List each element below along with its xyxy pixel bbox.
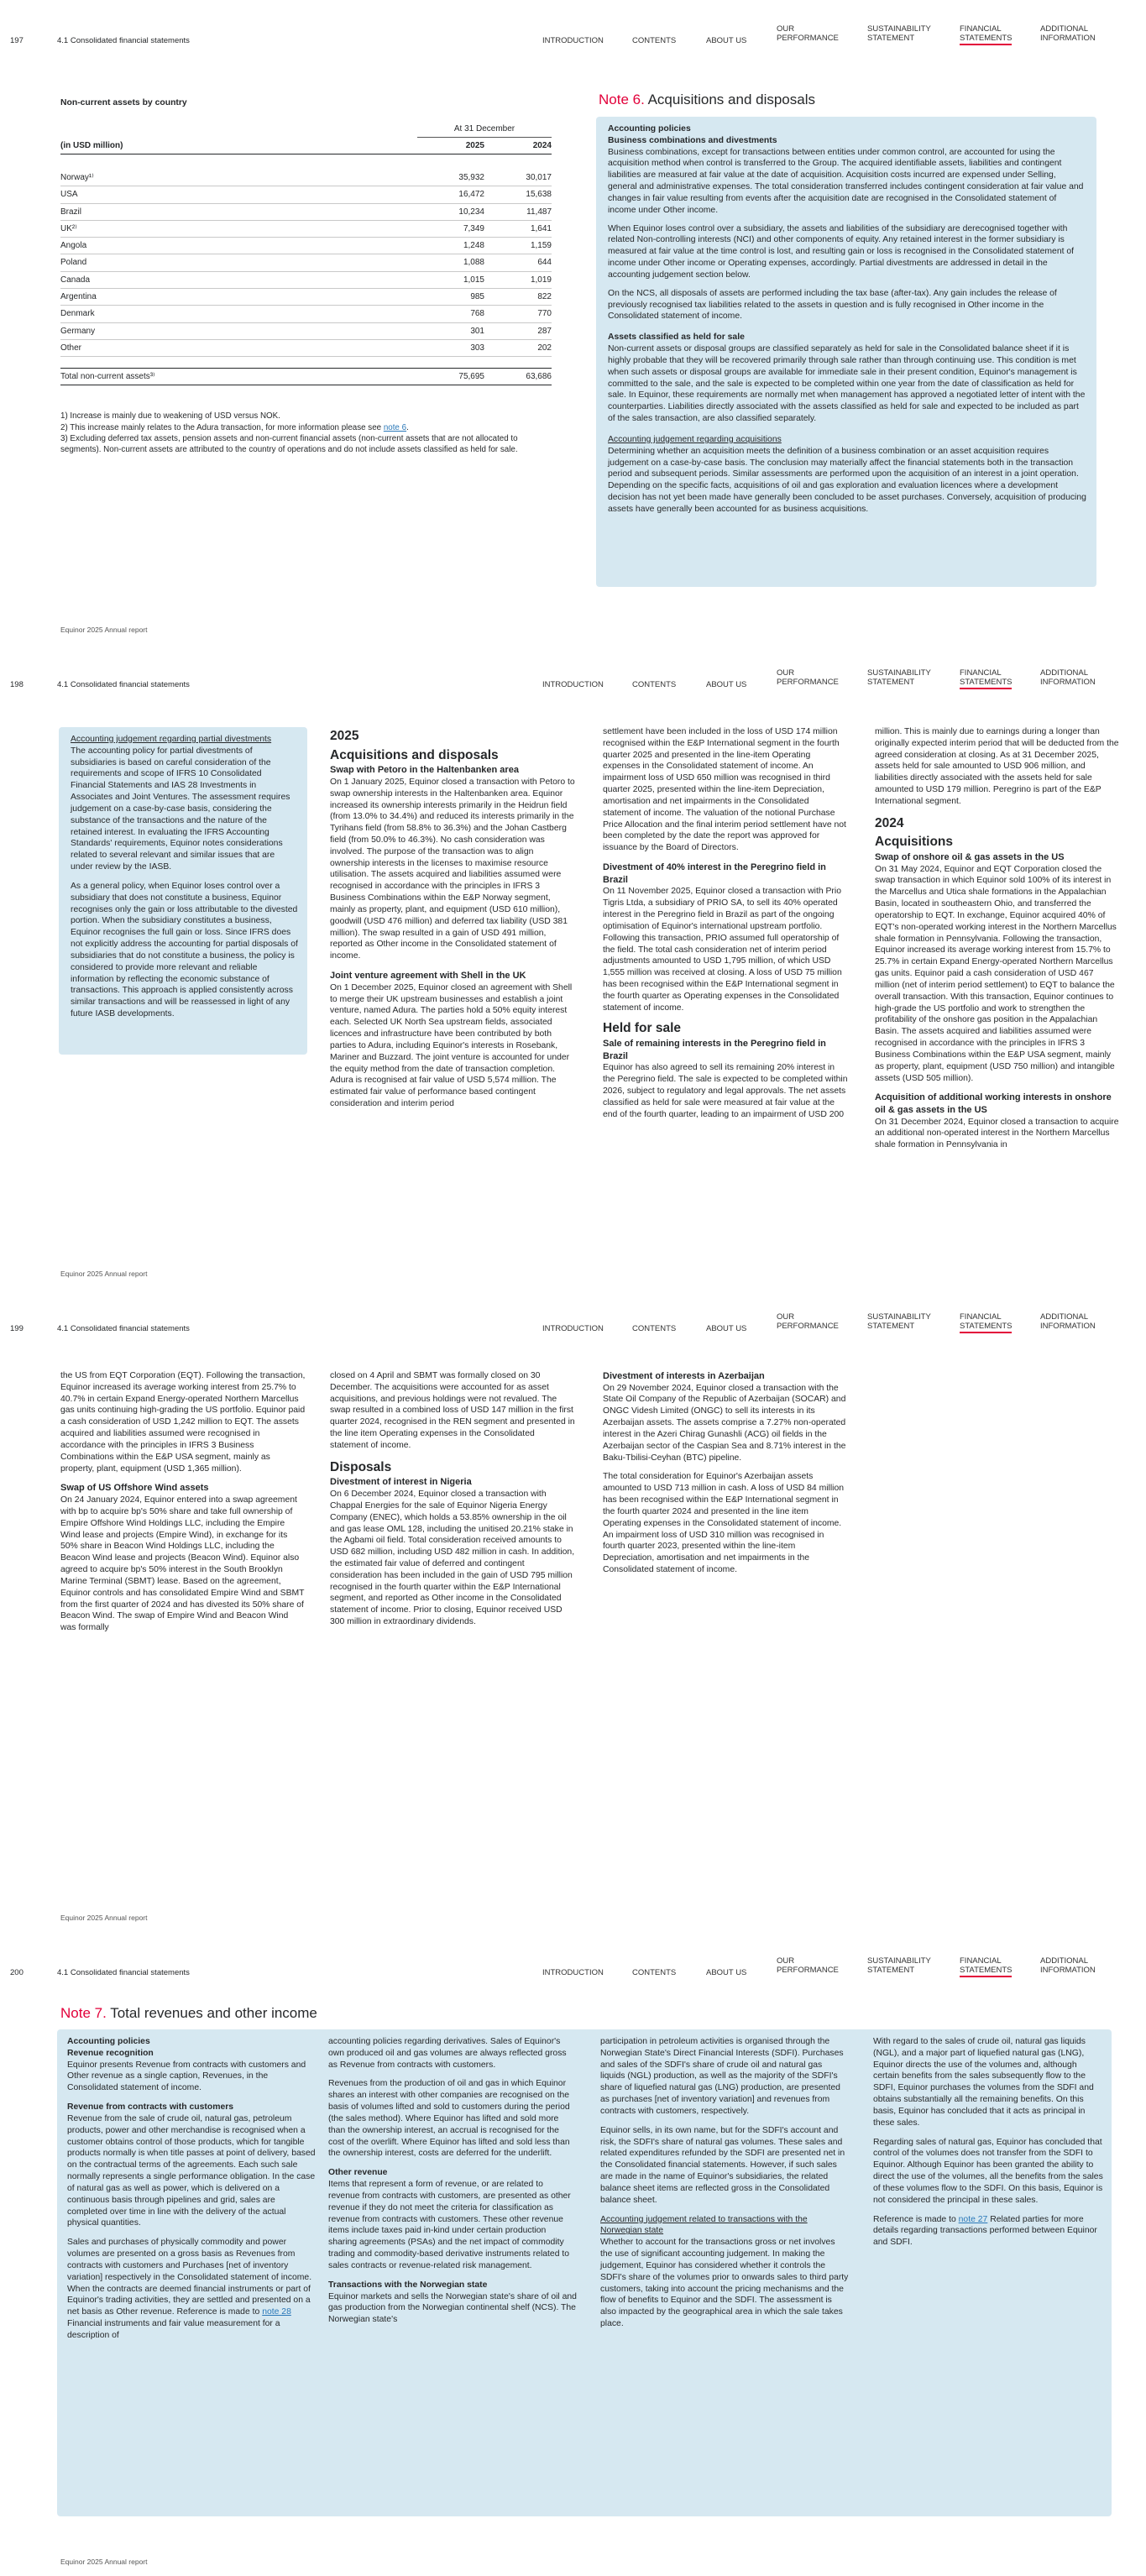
table-header-group: At 31 December bbox=[417, 121, 552, 138]
column-3 bbox=[603, 726, 848, 1128]
table-row bbox=[60, 322, 552, 339]
column-4 bbox=[875, 726, 1120, 1159]
nav-sustainability-statement[interactable]: SUSTAINABILITY STATEMENT bbox=[867, 668, 931, 687]
country-cell: Norway¹⁾ bbox=[60, 170, 417, 186]
table-row bbox=[60, 306, 552, 322]
box-subheading: Business combinations and divestments bbox=[608, 135, 777, 145]
value-cell-2025: 301 bbox=[417, 322, 484, 339]
nav-introduction[interactable]: INTRODUCTION bbox=[542, 1324, 604, 1333]
footnote-1: 1) Increase is mainly due to weakening of USD versus NOK. bbox=[60, 411, 280, 421]
box-paragraph: Non-current assets or disposal groups are classified separately as held for sale in the Consolidated balance sheet if it is highly probable that they will be recovered primarily through sale rather than through continuing use. This condition is met when such assets or disposal groups are available for immediate sale in their present condition, Equinor's management is committed to the sale, and the sale is expected to be completed within one year from the date of classification as held for sale. In Equinor, these requirements are normally met when management has approved a negotiated letter of intent with the counterparties. Liabilities directly associated with the assets classified as held for sale and expected to be included as part of the sales transaction, are also classified separately. bbox=[608, 344, 1086, 424]
box-subheading: Assets classified as held for sale bbox=[608, 332, 745, 343]
table-row bbox=[60, 289, 552, 306]
non-current-assets-table bbox=[60, 121, 552, 386]
non-current-assets-table-section bbox=[60, 97, 560, 455]
box-paragraph: With regard to the sales of crude oil, natural gas liquids (NGL), and a major part of liquefied natural gas (LNG), Equinor directs the use of the volumes and, although certain benefits from the sales subsequently flow to the SDFI, Equinor purchases the volumes from the SDFI and obtains substantially all the remaining benefits. On this basis, Equinor has concluded that it acts as principal in these sales. bbox=[873, 2037, 1094, 2128]
column-2 bbox=[330, 1370, 575, 1636]
section-heading: Disposals bbox=[330, 1459, 392, 1474]
nav-contents[interactable]: CONTENTS bbox=[632, 36, 677, 45]
value-cell-2024: 1,641 bbox=[484, 220, 552, 237]
box-paragraph: Reference is made to note 27 Related parties for more details regarding transactions performed between Equinor and SDFI. bbox=[873, 2214, 1097, 2248]
note-6-title: Note 6. Acquisitions and disposals bbox=[599, 92, 815, 107]
section-heading: Acquisitions bbox=[875, 835, 954, 850]
page-footer: Equinor 2025 Annual report bbox=[60, 2558, 148, 2566]
box-paragraph: On the NCS, all disposals of assets are performed including the tax base (after-tax). Any gain includes the release of previously recognised tax liabilities related to the assets in question and is fully recognised in Other income in the Consolidated statement of income. bbox=[608, 288, 1057, 322]
footnote-3: 3) Excluding deferred tax assets, pension assets and non-current financial assets (non-current assets that are not allocated to segments). Non-current assets are attributed to the country of operations and do not include assets classified as held for sale. bbox=[60, 433, 518, 454]
value-cell-2025: 1,015 bbox=[417, 271, 484, 288]
box-paragraph: Equinor presents Revenue from contracts with customers and Other revenue as a single caption, Revenues, in the Consolidated statement of income. bbox=[67, 2060, 306, 2093]
paragraph: On 29 November 2024, Equinor closed a transaction with the State Oil Company of the Republic of Azerbaijan (SOCAR) and ONGC Videsh Limited (ONGC) to sell its interests in its Azerbaijan assets. The assets comprise a 7.27% non-operated interest in the Azeri Chirag Gunashli (ACG) oil fields in the Azerbaijan sector of the Caspian Sea and 8.71% interest in the Baku-Tbilisi-Ceyhan (BTC) pipeline. bbox=[603, 1383, 846, 1463]
page-number: 200 bbox=[10, 1968, 24, 1977]
value-cell-2024: 770 bbox=[484, 306, 552, 322]
value-cell-2025: 768 bbox=[417, 306, 484, 322]
country-cell: UK²⁾ bbox=[60, 220, 417, 237]
table-row bbox=[60, 186, 552, 203]
country-cell: Brazil bbox=[60, 203, 417, 220]
nav-our-performance[interactable]: OUR PERFORMANCE bbox=[777, 1312, 839, 1331]
value-cell-2025: 1,088 bbox=[417, 254, 484, 271]
value-cell-2024: 287 bbox=[484, 322, 552, 339]
box-paragraph: Equinor markets and sells the Norwegian state's share of oil and gas production from the Norwegian continental shelf (NCS). The Norwegian state's bbox=[328, 2291, 577, 2325]
paragraph: settlement have been included in the loss of USD 174 million recognised within the E&P International segment in the fourth quarter 2025 and presented in the line-item Operating expenses in the Consolidated statement of income. An impairment loss of USD 650 million was recognised in third quarter 2025, presented within the line-item Depreciation, amortisation and net impairments in the Consolidated statement of income. The valuation of the notional Purchase Price Allocation and the final interim period settlement have not been completed by the date the report was approved for issuance by the Board of Directors. bbox=[603, 727, 846, 853]
value-cell-2025: 985 bbox=[417, 289, 484, 306]
box-paragraph: Revenue from the sale of crude oil, natural gas, petroleum products, power and other merchandise is recognised when a customer obtains control of those products, which for tangible products normally is when title passes at point of delivery, based on the contractual terms of the agreements. Each such sale normally represents a single performance obligation. In the case of natural gas as well as power, which is delivered on a continuous basis through pipelines and grid, sales are completed over time in line with the delivery of the actual physical quantities. bbox=[67, 2113, 316, 2228]
page-header bbox=[10, 1310, 1136, 1343]
section-title: 4.1 Consolidated financial statements bbox=[57, 1324, 190, 1333]
total-2025: 75,695 bbox=[458, 372, 484, 382]
nav-our-performance[interactable]: OUR PERFORMANCE bbox=[777, 668, 839, 687]
paragraph: On 31 May 2024, Equinor and EQT Corporation closed the swap transaction in which Equinor sold 100% of its interest in the Marcellus and Utica shale formations in the Appalachian Basin, located in southeastern Ohio, and transferred the operatorship to EQT. In exchange, Equinor acquired 40% of EQT's non-operated working interest in the Northern Marcellus shale formation in Pennsylvania. Following the transaction, Equinor increased its average working interest from 15.7% to 25.7% in certain Expand Energy-operated Northern Marcellus gas units. Equinor paid a cash consideration of USD 467 million (net of interim period settlement) to EQT to balance the overall transaction. With this transaction, Equinor continues to high-grade the US portfolio and work to strengthen the profitability of the onshore gas position in the Appalachian Basin. The assets acquired and liabilities assumed were recognised in accordance with the principles in IFRS 3 Business Combinations within the E&P USA segment, mainly as property, plant, equipment (USD 750 million) and intangible assets (USD 505 million). bbox=[875, 864, 1117, 1083]
page-header bbox=[10, 1954, 1136, 1987]
country-cell: Argentina bbox=[60, 289, 417, 306]
box-paragraph: Items that represent a form of revenue, or are related to revenue from contracts with customers, are presented as other revenue if they do not meet the criteria for classification as revenue from contracts with customers. These other revenue items include taxes paid in-kind under certain production sharing agreements (PSAs) and the net impact of commodity trading and commodity-based derivative instruments related to sales contracts or revenue-related risk management. bbox=[328, 2180, 571, 2270]
table-row bbox=[60, 203, 552, 220]
value-cell-2025: 303 bbox=[417, 339, 484, 356]
country-cell: Other bbox=[60, 339, 417, 356]
box-paragraph: As a general policy, when Equinor loses control over a subsidiary that does not constitute a business, Equinor recognises only the gain or loss attributable to the divested portion. When the subsidiary constitutes a business, Equinor recognises the full gain or loss. Since IFRS does not explicitly address the accounting for partial disposals of subsidiaries that do not constitute a business, the policy is considered to provide more relevant and reliable information by reflecting the economic substance of transactions. This approach is applied consistently across similar transactions and will be reassessed in light of any future IASB developments. bbox=[71, 881, 298, 1019]
subheading: Swap of onshore oil & gas assets in the US bbox=[875, 852, 1065, 863]
table-row bbox=[60, 170, 552, 186]
accounting-policies-box bbox=[596, 117, 1096, 587]
col-header-2025: 2025 bbox=[465, 141, 484, 151]
box-paragraph: Business combinations, except for transactions between entities under common control, are accounted for using the acquisition method when control is transferred to the Group. The acquired identifiable assets, liabilities and contingent liabilities are measured at fair value at the date of acquisition. Acquisition costs incurred are expensed under Selling, general and administrative expenses. The total consideration transferred includes contingent consideration at fair value and changes in fair value resulting from events after the acquisition date are recognised in the Consolidated statement of income under Other income. bbox=[608, 147, 1084, 215]
value-cell-2024: 30,017 bbox=[484, 170, 552, 186]
box-column-4 bbox=[873, 2036, 1103, 2256]
nav-additional-information[interactable]: ADDITIONAL INFORMATION bbox=[1040, 1312, 1096, 1331]
nav-financial-statements[interactable]: FINANCIAL STATEMENTS bbox=[960, 1312, 1012, 1333]
table-row bbox=[60, 339, 552, 356]
box-paragraph: Equinor sells, in its own name, but for the SDFI's account and risk, the SDFI's share of natural gas volumes. These sales and related expenditures refunded by the SDFI are presented net in the Consolidated financial statements. However, if such sales are made in the name of Equinor's subsidiaries, the related balance sheet items are reflected gross in the Consolidated balance sheet. bbox=[600, 2125, 845, 2205]
paragraph: On 11 November 2025, Equinor closed a transaction with Prio Tigris Ltda, a subsidiary of PRIO SA, to sell its 40% operated interest in the Peregrino field in Brazil as part of the ongoing optimisation of Equinor's international upstream portfolio. Following this transaction, PRIO assumed full operatorship of the field. The total cash consideration net of interim period adjustments amounted to USD 1,795 million, of which USD 1,555 million was received at closing. A loss of USD 75 million has been recognised within the E&P International segment in the fourth quarter as Operating expenses in the Consolidated statement of income. bbox=[603, 887, 842, 1013]
section-title: 4.1 Consolidated financial statements bbox=[57, 1968, 190, 1977]
value-cell-2024: 11,487 bbox=[484, 203, 552, 220]
box-paragraph: accounting policies regarding derivatives. Sales of Equinor's own produced oil and gas volumes are always reflected gross as Revenue from contracts with customers. bbox=[328, 2037, 567, 2070]
value-cell-2025: 16,472 bbox=[417, 186, 484, 203]
page-header bbox=[10, 666, 1136, 699]
page-198 bbox=[0, 644, 1146, 1288]
paragraph: On 6 December 2024, Equinor closed a transaction with Chappal Energies for the sale of Equinor Nigeria Energy Company (ENEC), which holds a 53.85% ownership in the oil and gas lease OML 128, including the unitised 20.21% stake in the Agbami oil field. Total consideration received amounts to USD 682 million, including USD 482 million in cash. In addition, the estimated fair value of deferred and contingent consideration has been included in the gain of USD 795 million recognised in the fourth quarter within the E&P International segment, and reported as Other income in the Consolidated statement of income. Prior to closing, Equinor received USD 300 million in extraordinary dividends. bbox=[330, 1490, 575, 1627]
box-paragraph: The accounting policy for partial divestments of subsidiaries is based on careful consideration of the requirements and scope of IFRS 10 Consolidated Financial Statements and IAS 28 Investments in Associates and Joint Ventures. The assessment requires judgement on a case-by-case basis, considering the substance of the transactions and the nature of the retained interest. In evaluating the IFRS Accounting Standards' requirements, Equinor notes considerations related to several relevant and similar issues that are under review by the IASB. bbox=[71, 746, 290, 872]
country-cell: Poland bbox=[60, 254, 417, 271]
paragraph: The total consideration for Equinor's Azerbaijan assets amounted to USD 713 million in cash. A loss of USD 84 million has been recognised within the E&P International segment in the fourth quarter 2024 and presented in the line item Operating expenses in the Consolidated statement of income. An impairment loss of USD 310 million was recognised in fourth quarter 2023, presented within the line-item Depreciation, amortisation and net impairments in the Consolidated statement of income. bbox=[603, 1472, 845, 1575]
table-title: Non-current assets by country bbox=[60, 98, 187, 107]
value-cell-2024: 1,159 bbox=[484, 238, 552, 254]
box-paragraph: Determining whether an acquisition meets the definition of a business combination or an asset acquisition requires judgement on a case-by-case basis. The conclusion may materially affect the financial statements both in the transaction period and subsequent periods. Similar assessments are performed upon the acquisition of an interest in a joint operation. Depending on the specific facts, acquisitions of oil and gas exploration and evaluation licences where a development decision has not yet been made have generally been concluded to be asset purchases. Conversely, acquisition of producing assets have generally been accounted for as business acquisitions. bbox=[608, 446, 1086, 514]
nav-introduction[interactable]: INTRODUCTION bbox=[542, 1968, 604, 1977]
subheading: Divestment of interests in Azerbaijan bbox=[603, 1371, 765, 1381]
nav-our-performance[interactable]: OUR PERFORMANCE bbox=[777, 1956, 839, 1975]
nav-our-performance[interactable]: OUR PERFORMANCE bbox=[777, 24, 839, 43]
section-title: 4.1 Consolidated financial statements bbox=[57, 680, 190, 689]
value-cell-2024: 15,638 bbox=[484, 186, 552, 203]
value-cell-2024: 202 bbox=[484, 339, 552, 356]
section-heading: Held for sale bbox=[603, 1021, 682, 1036]
page-197 bbox=[0, 0, 1146, 644]
nav-sustainability-statement[interactable]: SUSTAINABILITY STATEMENT bbox=[867, 1956, 931, 1975]
box-column-1 bbox=[67, 2036, 316, 2349]
nav-introduction[interactable]: INTRODUCTION bbox=[542, 36, 604, 45]
country-cell: Germany bbox=[60, 322, 417, 339]
page-footer: Equinor 2025 Annual report bbox=[60, 1270, 148, 1278]
table-row bbox=[60, 271, 552, 288]
page-200 bbox=[0, 1932, 1146, 2576]
subheading: Swap of US Offshore Wind assets bbox=[60, 1483, 209, 1494]
table-row bbox=[60, 220, 552, 237]
country-cell: Canada bbox=[60, 271, 417, 288]
box-paragraph: When Equinor loses control over a subsidiary, the assets and liabilities of the subsidiary are derecognised together with related Non-controlling interests (NCI) and other components of equity. Any retained interest in the former subsidiary is measured at fair value at the time control is lost, and resulting gain or loss is recognised in the Consolidated statement of income under Other income or Operating expenses, accordingly. Partial divestments are addressed in detail in the accounting judgement section below. bbox=[608, 223, 1075, 280]
column-2 bbox=[330, 726, 575, 1118]
value-cell-2024: 644 bbox=[484, 254, 552, 271]
section-heading: Acquisitions and disposals bbox=[330, 747, 499, 762]
nav-about-us[interactable]: ABOUT US bbox=[706, 1324, 747, 1333]
box-paragraph: Revenues from the production of oil and gas in which Equinor shares an interest with other companies are recognised on the basis of volumes lifted and sold to customers during the period (the sales method). Where Equinor has lifted and sold more than the ownership interest, an accrual is recognised for the cost of the overlift. Where Equinor has lifted and sold less than the ownership interest, costs are deferred for the underlift. bbox=[328, 2079, 570, 2159]
col-header-2024: 2024 bbox=[532, 141, 552, 151]
box-subheading: Revenue recognition bbox=[67, 2048, 154, 2058]
subheading: Joint venture agreement with Shell in the UK bbox=[330, 971, 526, 982]
table-row bbox=[60, 254, 552, 271]
nav-additional-information[interactable]: ADDITIONAL INFORMATION bbox=[1040, 668, 1096, 687]
box-subheading: Transactions with the Norwegian state bbox=[328, 2280, 488, 2290]
note-7-title: Note 7. Total revenues and other income bbox=[60, 2005, 317, 2021]
paragraph: On 31 December 2024, Equinor closed a transaction to acquire an additional non-operated interest in the Northern Marcellus shale formation in Pennsylvania in bbox=[875, 1117, 1119, 1150]
year-heading: 2024 bbox=[875, 815, 904, 830]
accounting-policies-box bbox=[57, 2029, 1112, 2516]
box-paragraph: participation in petroleum activities is organised through the Norwegian State's Direct Financial Interests (SDFI). Purchases and sales of the SDFI's share of crude oil and natural gas liquids (NGL) production, as well as the majority of the SDFI's share of liquefied natural gas (LNG) production, are presented as purchases [net of inventory variation] and revenues from contracts with customers, respectively. bbox=[600, 2037, 844, 2116]
box-subheading: Other revenue bbox=[328, 2168, 388, 2178]
paragraph: On 1 December 2025, Equinor closed an agreement with Shell to merge their UK upstream businesses and establish a joint venture, named Adura. The parties hold a 50% equity interest each. Selected UK North Sea upstream fields, associated licences and infrastructure have been contributed by both parties to Adura, including Equinor's interests in Rosebank, Mariner and Buzzard. The joint venture is accounted for under the equity method from the date of transaction completion. Adura is recognised at fair value of USD 5,574 million. The estimated fair value of performance based contingent consideration and interim period bbox=[330, 982, 573, 1108]
subheading: Swap with Petoro in the Haltenbanken area bbox=[330, 765, 519, 776]
box-heading: Accounting policies bbox=[608, 124, 691, 134]
subheading: Divestment of interest in Nigeria bbox=[330, 1477, 472, 1488]
box-subheading: Revenue from contracts with customers bbox=[67, 2102, 234, 2113]
value-cell-2024: 1,019 bbox=[484, 271, 552, 288]
box-column-3 bbox=[600, 2036, 849, 2338]
box-subheading: Accounting judgement related to transactions with the Norwegian state bbox=[600, 2214, 808, 2236]
nav-contents[interactable]: CONTENTS bbox=[632, 1968, 677, 1977]
nav-about-us[interactable]: ABOUT US bbox=[706, 1968, 747, 1977]
country-cell: Denmark bbox=[60, 306, 417, 322]
country-cell: USA bbox=[60, 186, 417, 203]
subheading: Sale of remaining interests in the Peregrino field in Brazil bbox=[603, 1039, 826, 1061]
value-cell-2025: 1,248 bbox=[417, 238, 484, 254]
table-footnotes bbox=[60, 411, 531, 454]
box-paragraph: Whether to account for the transactions gross or net involves the use of significant accounting judgement. In making the judgement, Equinor has considered whether it controls the SDFI's share of the volumes prior to onwards sales to third party customers, taking into account the pricing mechanisms and the flow of benefits to Equinor and the SDFI. The assessment is also impacted by the geographical area in which the sale takes place. bbox=[600, 2238, 849, 2329]
box-paragraph: Regarding sales of natural gas, Equinor has concluded that control of the volumes does not transfer from the SDFI to Equinor. Although Equinor has been granted the ability to direct the use of the volumes, all the benefits from the sales of these volumes flow to the SDFI. On this basis, Equinor is not considered the principal in these sales. bbox=[873, 2137, 1103, 2205]
paragraph: Equinor has also agreed to sell its remaining 20% interest in the Peregrino field. The sale is expected to be completed within 2026, subject to regulatory and legal approvals. The net assets classified as held for sale were measured at fair value at the end of the fourth quarter, leading to an impairment of USD 200 bbox=[603, 1063, 848, 1119]
paragraph: the US from EQT Corporation (EQT). Following the transaction, Equinor increased its average working interest from 25.7% to 40.7% in certain Expand Energy-operated Northern Marcellus gas units continuing high-grading the US portfolio. Equinor paid a cash consideration of USD 1,242 million to EQT. The assets acquired and liabilities assumed were recognised in accordance with the principles in IFRS 3 Business Combinations within the E&P USA segment, mainly as property, plant, equipment (USD 1,365 million). bbox=[60, 1371, 306, 1474]
table-unit: (in USD million) bbox=[60, 140, 123, 150]
nav-financial-statements[interactable]: FINANCIAL STATEMENTS bbox=[960, 24, 1012, 45]
nav-sustainability-statement[interactable]: SUSTAINABILITY STATEMENT bbox=[867, 1312, 931, 1331]
paragraph: On 1 January 2025, Equinor closed a transaction with Petoro to swap ownership interests in the Haltenbanken area. Equinor increased its ownership interests primarily in the Heidrun field (from 13.0% to 34.4%) and reduced its interests primarily in the Tyrihans field (from 58.8% to 36.3%) and the Johan Castberg field (from 50.0% to 46.3%). No cash consideration was involved. The purpose of the transaction was to align ownership interests in the licenses to maximise resource utilisation. The assets acquired and liabilities assumed were recognised in accordance with the principles in IFRS 3 Business Combinations within the E&P Norway segment, mainly as property, plant, and equipment (USD 610 million), goodwill (USD 476 million) and deferred tax liability (USD 381 million). The swap resulted in a gain of USD 491 million, reported as Other income in the Consolidated statement of income. bbox=[330, 777, 575, 961]
page-199 bbox=[0, 1288, 1146, 1932]
note-27-link[interactable]: note 27 bbox=[958, 2214, 988, 2224]
year-heading: 2025 bbox=[330, 729, 359, 743]
box-paragraph: Sales and purchases of physically commodity and power volumes are presented on a gross basis as Revenues from contracts with customers and Purchases [net of inventory variation] respectively in the Consolidated statement of income. When the contracts are deemed financial instruments or part of Equinor's trading activities, they are settled and presented on a net basis as Other revenue. Reference is made to note 28 Financial instruments and fair value measurement for a description of bbox=[67, 2238, 312, 2340]
page-number: 198 bbox=[10, 680, 24, 689]
subheading: Divestment of 40% interest in the Peregrino field in Brazil bbox=[603, 862, 826, 885]
note-28-link[interactable]: note 28 bbox=[262, 2307, 291, 2317]
partial-divestments-box bbox=[59, 727, 307, 1055]
total-label: Total non-current assets³⁾ bbox=[60, 372, 155, 382]
box-subheading: Accounting judgement regarding partial divestments bbox=[71, 735, 272, 744]
nav-sustainability-statement[interactable]: SUSTAINABILITY STATEMENT bbox=[867, 24, 931, 43]
nav-additional-information[interactable]: ADDITIONAL INFORMATION bbox=[1040, 24, 1096, 43]
value-cell-2025: 7,349 bbox=[417, 220, 484, 237]
nav-contents[interactable]: CONTENTS bbox=[632, 680, 677, 689]
column-1 bbox=[60, 1370, 306, 1641]
paragraph: On 24 January 2024, Equinor entered into a swap agreement with bp to acquire bp's 50% share and take full ownership of Empire Offshore Wind Holdings LLC, including the Empire Wind lease and projects (Empire Wind), in exchange for its 50% share in Beacon Wind Holdings LLC, including the Beacon Wind lease and projects (Beacon Wind). Equinor also agreed to acquire bp's 50% interest in the South Brooklyn Marine Terminal (SBMT) lease. Based on the agreement, Equinor controls and has consolidated Empire Wind and SBMT from the first quarter of 2024 and has divested its 50% share of Beacon Wind. The swap of Empire Wind and Beacon Wind was formally bbox=[60, 1495, 305, 1633]
value-cell-2025: 10,234 bbox=[417, 203, 484, 220]
paragraph: closed on 4 April and SBMT was formally closed on 30 December. The acquisitions were accounted for as asset acquisitions, and previous holdings were not revalued. The swap resulted in a combined loss of USD 147 million in the first quarter 2024, recognised in the REN segment and presented in the line item Operating expenses in the Consolidated statement of income. bbox=[330, 1371, 575, 1450]
nav-additional-information[interactable]: ADDITIONAL INFORMATION bbox=[1040, 1956, 1096, 1975]
page-header bbox=[10, 22, 1136, 55]
nav-about-us[interactable]: ABOUT US bbox=[706, 680, 747, 689]
page-footer: Equinor 2025 Annual report bbox=[60, 626, 148, 634]
total-2024: 63,686 bbox=[526, 372, 552, 382]
paragraph: million. This is mainly due to earnings during a longer than originally expected interim period that will be deducted from the agreed consideration at closing. As at 31 December 2025, assets held for sale amounted to USD 906 million, and liabilities directly associated with the assets held for sale amounted to USD 179 million. Peregrino is part of the E&P International segment. bbox=[875, 727, 1119, 806]
nav-contents[interactable]: CONTENTS bbox=[632, 1324, 677, 1333]
box-heading: Accounting policies bbox=[67, 2037, 150, 2046]
value-cell-2024: 822 bbox=[484, 289, 552, 306]
note-6-link[interactable]: note 6 bbox=[383, 422, 407, 432]
nav-introduction[interactable]: INTRODUCTION bbox=[542, 680, 604, 689]
nav-financial-statements[interactable]: FINANCIAL STATEMENTS bbox=[960, 1956, 1012, 1977]
table-row bbox=[60, 238, 552, 254]
footnote-2: 2) This increase mainly relates to the Adura transaction, for more information please see note 6. bbox=[60, 422, 409, 432]
subheading: Acquisition of additional working interests in onshore oil & gas assets in the US bbox=[875, 1092, 1112, 1115]
box-column-2 bbox=[328, 2036, 577, 2333]
page-footer: Equinor 2025 Annual report bbox=[60, 1914, 148, 1922]
column-3 bbox=[603, 1370, 848, 1584]
country-cell: Angola bbox=[60, 238, 417, 254]
nav-financial-statements[interactable]: FINANCIAL STATEMENTS bbox=[960, 668, 1012, 689]
section-title: 4.1 Consolidated financial statements bbox=[57, 36, 190, 45]
page-number: 199 bbox=[10, 1324, 24, 1333]
box-subheading: Accounting judgement regarding acquisitions bbox=[608, 434, 782, 444]
nav-about-us[interactable]: ABOUT US bbox=[706, 36, 747, 45]
value-cell-2025: 35,932 bbox=[417, 170, 484, 186]
page-number: 197 bbox=[10, 36, 24, 45]
